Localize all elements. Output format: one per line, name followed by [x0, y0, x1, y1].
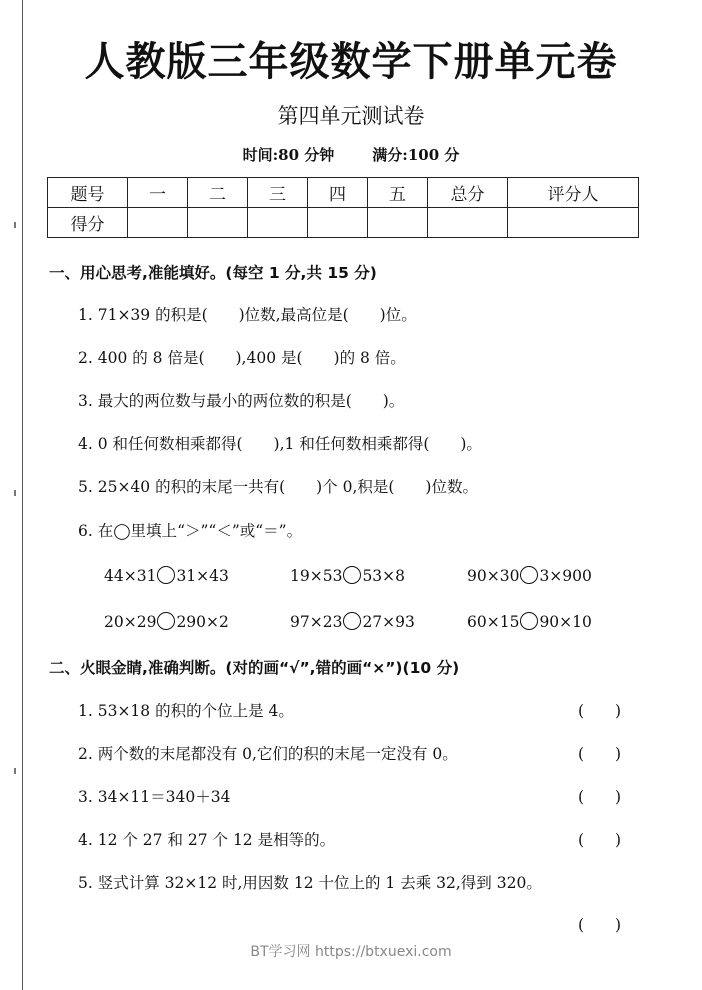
exam-time: 时间:80 分钟 — [242, 146, 335, 164]
comparison-circle[interactable] — [520, 566, 538, 584]
question-item: 6. 在◯里填上“＞”“＜”或“＝”。 — [78, 522, 303, 540]
question-item: 4. 12 个 27 和 27 个 12 是相等的。 — [78, 831, 336, 849]
score-table-header-cell: 二 — [188, 178, 248, 208]
footer-watermark: BT学习网 https://btxuexi.com — [250, 944, 452, 960]
section-1-heading: 一、用心思考,准能填好。(每空 1 分,共 15 分) — [49, 264, 377, 282]
question-item: 4. 0 和任何数相乘都得( ),1 和任何数相乘都得( )。 — [78, 435, 482, 453]
answer-paren[interactable]: ( ) — [578, 788, 622, 806]
score-table-header-cell: 一 — [128, 178, 188, 208]
comparison-left: 60×15 — [467, 613, 520, 631]
score-table-header-cell: 三 — [248, 178, 308, 208]
comparison-left: 20×29 — [104, 613, 157, 631]
comparison-right: 27×93 — [362, 613, 415, 631]
comparison-circle[interactable] — [343, 612, 361, 630]
comparison-item — [290, 612, 415, 631]
comparison-right: 3×900 — [539, 567, 592, 585]
score-row-label: 得分 — [48, 208, 128, 238]
section-2-heading: 二、火眼金睛,准确判断。(对的画“√”,错的画“×”)(10 分) — [49, 659, 460, 677]
comparison-right: 31×43 — [176, 567, 229, 585]
margin-tick — [14, 490, 16, 496]
page-subtitle: 第四单元测试卷 — [277, 104, 425, 128]
score-table-header-cell: 四 — [308, 178, 368, 208]
comparison-circle[interactable] — [157, 566, 175, 584]
comparison-right: 90×10 — [539, 613, 592, 631]
score-cell[interactable] — [128, 208, 188, 238]
comparison-circle[interactable] — [343, 566, 361, 584]
score-cell[interactable] — [508, 208, 639, 238]
question-item: 2. 两个数的末尾都没有 0,它们的积的末尾一定没有 0。 — [78, 745, 458, 763]
comparison-item — [104, 612, 229, 631]
score-table-header-cell: 五 — [368, 178, 428, 208]
score-cell[interactable] — [308, 208, 368, 238]
score-table-score-row — [48, 208, 639, 238]
comparison-item — [467, 566, 592, 585]
score-cell[interactable] — [368, 208, 428, 238]
score-table-header-row — [48, 178, 639, 208]
answer-paren[interactable]: ( ) — [578, 916, 622, 934]
comparison-left: 19×53 — [290, 567, 343, 585]
score-table-header-cell: 总分 — [428, 178, 508, 208]
exam-meta — [0, 144, 702, 165]
comparison-item — [290, 566, 405, 585]
page-title: 人教版三年级数学下册单元卷 — [84, 39, 618, 85]
comparison-right: 290×2 — [176, 613, 229, 631]
question-item: 5. 25×40 的积的末尾一共有( )个 0,积是( )位数。 — [78, 478, 478, 496]
comparison-item — [104, 566, 229, 585]
comparison-left: 90×30 — [467, 567, 520, 585]
question-item: 1. 71×39 的积是( )位数,最高位是( )位。 — [78, 306, 417, 324]
exam-full-score: 满分:100 分 — [372, 146, 460, 164]
comparison-circle[interactable] — [157, 612, 175, 630]
comparison-circle[interactable] — [520, 612, 538, 630]
score-table-header-cell: 评分人 — [508, 178, 639, 208]
question-item: 5. 竖式计算 32×12 时,用因数 12 十位上的 1 去乘 32,得到 320。 — [78, 874, 542, 892]
score-cell[interactable] — [428, 208, 508, 238]
question-item: 1. 53×18 的积的个位上是 4。 — [78, 702, 294, 720]
question-item: 3. 34×11＝340＋34 — [78, 788, 231, 806]
question-item: 2. 400 的 8 倍是( ),400 是( )的 8 倍。 — [78, 349, 406, 367]
question-item: 3. 最大的两位数与最小的两位数的积是( )。 — [78, 392, 405, 410]
score-table-header-cell: 题号 — [48, 178, 128, 208]
score-table — [47, 177, 639, 238]
score-cell[interactable] — [248, 208, 308, 238]
margin-tick — [14, 222, 16, 228]
answer-paren[interactable]: ( ) — [578, 831, 622, 849]
comparison-item — [467, 612, 592, 631]
comparison-right: 53×8 — [362, 567, 406, 585]
answer-paren[interactable]: ( ) — [578, 702, 622, 720]
comparison-left: 97×23 — [290, 613, 343, 631]
margin-tick — [14, 768, 16, 774]
score-cell[interactable] — [188, 208, 248, 238]
comparison-left: 44×31 — [104, 567, 157, 585]
answer-paren[interactable]: ( ) — [578, 745, 622, 763]
